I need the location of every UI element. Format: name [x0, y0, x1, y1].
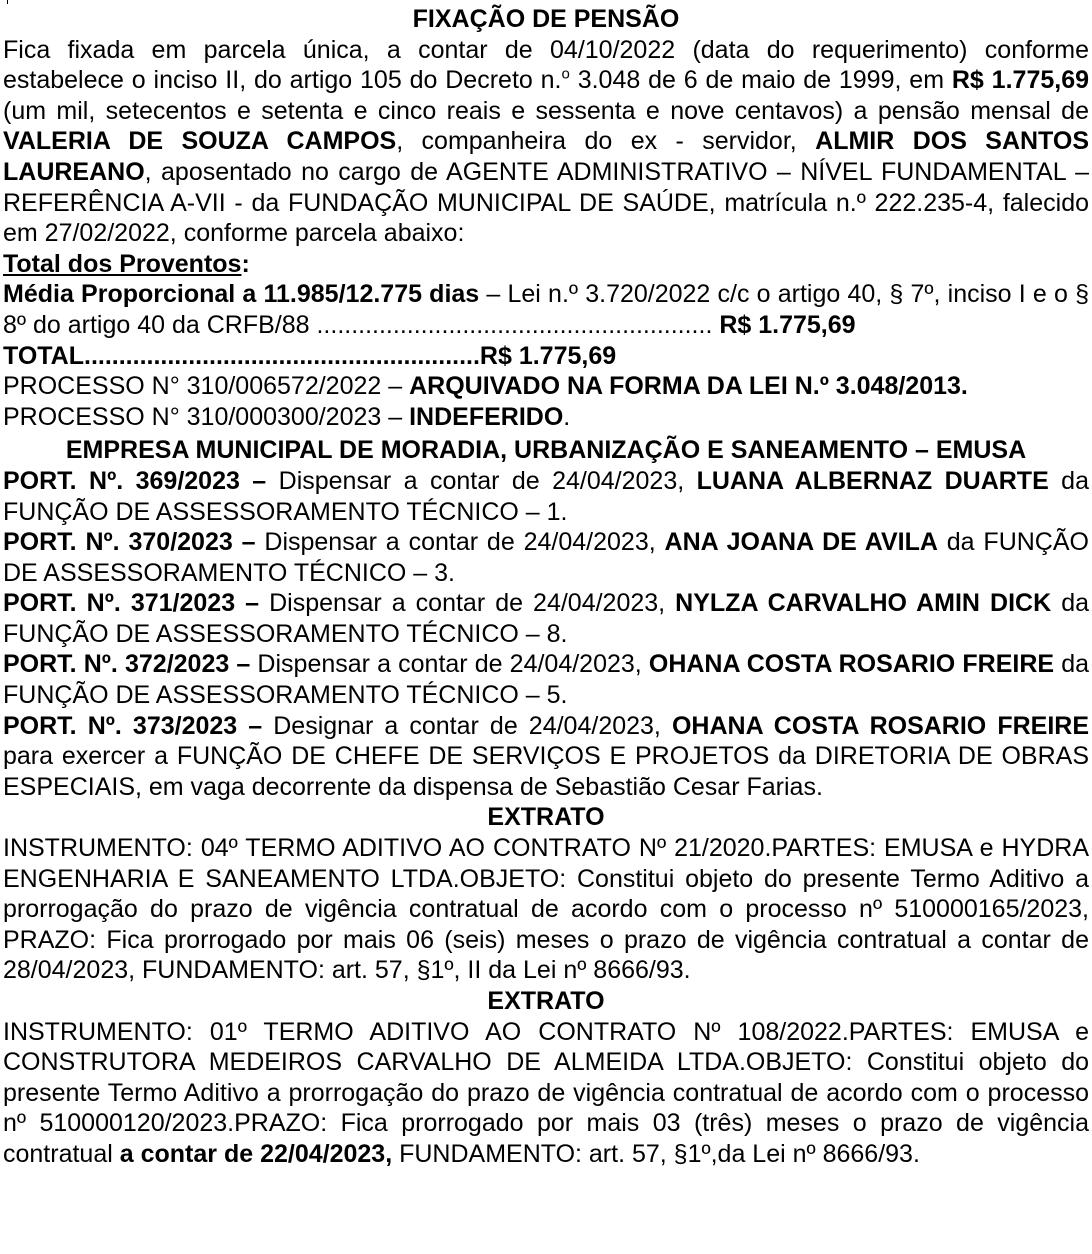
portaria-373: PORT. Nº. 373/2023 – Designar a contar de 24/04/2023, OHANA COSTA ROSARIO FREIRE para exercer a FUNÇÃO DE CHEFE DE SERVIÇOS E PROJETOS da DIRETORIA DE OBRAS ESPECIAIS, em vaga decorrente da dispensa de Sebastião Cesar Farias. [3, 711, 1090, 801]
processo-2: PROCESSO N° 310/000300/2023 – INDEFERIDO. [3, 402, 571, 431]
beneficiary-name: VALERIA DE SOUZA CAMPOS [3, 127, 397, 156]
servant-name: ALMIR DOS SANTOS LAUREANO [3, 127, 1089, 186]
portaria-370: PORT. Nº. 370/2023 – Dispensar a contar de 24/04/2023, ANA JOANA DE AVILA da FUNÇÃO DE ASSESSORAMENTO TÉCNICO – 3. [3, 528, 1089, 587]
section-title-extrato-1: EXTRATO [487, 803, 605, 832]
section-title-pensao: FIXAÇÃO DE PENSÃO [412, 5, 680, 33]
fixacao-pensao-section [3, 4, 1089, 432]
section-title-emusa: EMPRESA MUNICIPAL DE MORADIA, URBANIZAÇÃO E SANEAMENTO – EMUSA [65, 436, 1027, 465]
portaria-371: PORT. Nº. 371/2023 – Dispensar a contar de 24/04/2023, NYLZA CARVALHO AMIN DICK da FUNÇÃO DE ASSESSORAMENTO TÉCNICO – 8. [3, 589, 1089, 648]
emusa-section [3, 435, 1089, 802]
extrato-2-text: INSTRUMENTO: 01º TERMO ADITIVO AO CONTRATO Nº 108/2022.PARTES: EMUSA e CONSTRUTORA MEDEIROS CARVALHO DE ALMEIDA LTDA.OBJETO: Constitui objeto do presente Termo Aditivo a prorrogação do prazo de vigência contratual de acordo com o processo nº 510000120/2023.PRAZO: Fica prorrogado por mais 03 (três) meses o prazo de vigência contratual a contar de 22/04/2023, FUNDAMENTO: art. 57, §1º,da Lei nº 8666/93. [3, 1017, 1089, 1168]
media-value: R$ 1.775,69 [719, 310, 856, 339]
pensao-paragraph: Fica fixada em parcela única, a contar de 04/10/2022 (data do requerimento) conforme estabelece o inciso II, do artigo 105 do Decreto n.$^o$ 3.048 de 6 de maio de 1999, em R$ 1.775,69 (um mil, setecentos e setenta e cinco reais e sessenta e nove centavos) a pensão mensal de VALERIA DE SOUZA CAMPOS, companheira do ex - servidor, ALMIR DOS SANTOS LAUREANO, aposentado no cargo de AGENTE ADMINISTRATIVO – NÍVEL FUNDAMENTAL – REFERÊNCIA A-VII - da FUNDAÇÃO MUNICIPAL DE SAÚDE, matrícula n.º 222.235-4, falecido em 27/02/2022, conforme parcela abaixo: [3, 35, 1089, 248]
extrato-2-section [3, 986, 1089, 1170]
extrato-1-text: INSTRUMENTO: 04º TERMO ADITIVO AO CONTRATO Nº 21/2020.PARTES: EMUSA e HYDRA ENGENHARIA E SANEAMENTO LTDA.OBJETO: Constitui objeto do presente Termo Aditivo a prorrogação do prazo de vigência contratual de acordo com o processo nº 510000165/2023, PRAZO: Fica prorrogado por mais 06 (seis) meses o prazo de vigência contratual a contar de 28/04/2023, FUNDAMENTO: art. 57, §1º, II da Lei nº 8666/93. [3, 834, 1089, 985]
pensao-value: R$ 1.775,69 [951, 66, 1089, 95]
portaria-372: PORT. Nº. 372/2023 – Dispensar a contar de 24/04/2023, OHANA COSTA ROSARIO FREIRE da FUNÇÃO DE ASSESSORAMENTO TÉCNICO – 5. [3, 650, 1089, 710]
total-line: TOTAL.........................................................R$ 1.775,69 [3, 341, 617, 370]
portaria-369: PORT. Nº. 369/2023 – Dispensar a contar de 24/04/2023, LUANA ALBERNAZ DUARTE da FUNÇÃO DE ASSESSORAMENTO TÉCNICO – 1. [3, 466, 1089, 526]
total-proventos-heading: Total dos Proventos: [3, 249, 250, 278]
media-proporcional-line: Média Proporcional a 11.985/12.775 dias – Lei n.º 3.720/2022 c/c o artigo 40, § 7º, inciso I e o § 8º do artigo 40 da CRFB/88 ......................................................... R$ 1.775,69 [3, 280, 1089, 339]
section-title-extrato-2: EXTRATO [487, 987, 605, 1015]
extrato-1-section [3, 802, 1089, 986]
processo-1: PROCESSO N° 310/006572/2022 – ARQUIVADO NA FORMA DA LEI N.º 3.048/2013. [3, 372, 968, 401]
